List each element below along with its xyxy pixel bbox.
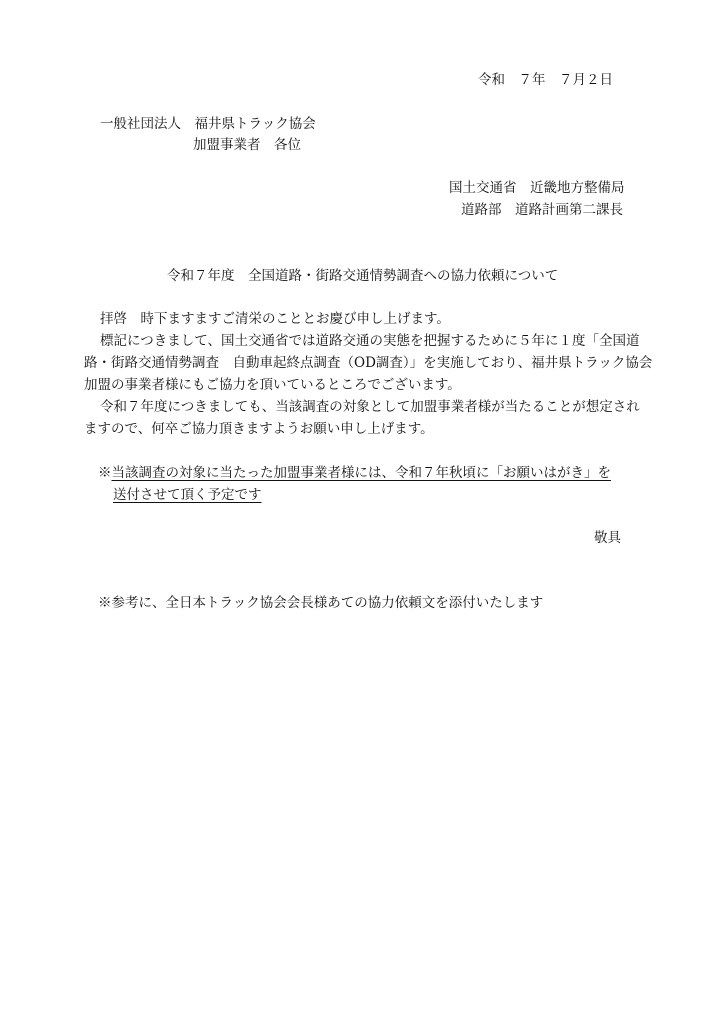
sender-title: 道路部 道路計画第二課長: [461, 202, 623, 218]
paragraph-2-line-1: 令和７年度につきましても、当該調査の対象として加盟事業者様が当たることが想定され: [100, 399, 640, 415]
greeting-line: 拝啓 時下ますますご清栄のこととお慶び申し上げます。: [100, 311, 450, 327]
closing-word: 敬具: [594, 530, 621, 546]
sender-department: 国土交通省 近畿地方整備局: [449, 180, 625, 196]
letter-date: 令和 ７年 ７月２日: [478, 72, 613, 88]
note-line-1: 当該調査の対象に当たった加盟事業者様には、令和７年秋頃に「お願いはがき」を: [111, 465, 611, 481]
note-line-2: 送付させて頂く予定です: [113, 487, 262, 503]
recipient-members: 加盟事業者 各位: [193, 137, 301, 153]
paragraph-2-line-2: ますので、何卒ご協力頂きますようお願い申し上げます。: [84, 421, 434, 437]
recipient-organization: 一般社団法人 福井県トラック協会: [100, 116, 316, 132]
paragraph-1-line-1: 標記につきまして、国土交通省では道路交通の実態を把握するために５年に１度「全国道: [100, 333, 640, 349]
note-block: [98, 463, 611, 484]
paragraph-1-line-3: 加盟の事業者様にもご協力を頂いているところでございます。: [84, 377, 461, 393]
paragraph-1-line-2: 路・街路交通情勢調査 自動車起終点調査（OD調査）」を実施しており、福井県トラック協会: [84, 355, 653, 371]
letter-subject: 令和７年度 全国道路・街路交通情勢調査への協力依頼について: [167, 268, 559, 284]
note-mark: ※: [98, 465, 112, 481]
reference-note: ※参考に、全日本トラック協会会長様あての協力依頼文を添付いたします: [98, 595, 544, 611]
